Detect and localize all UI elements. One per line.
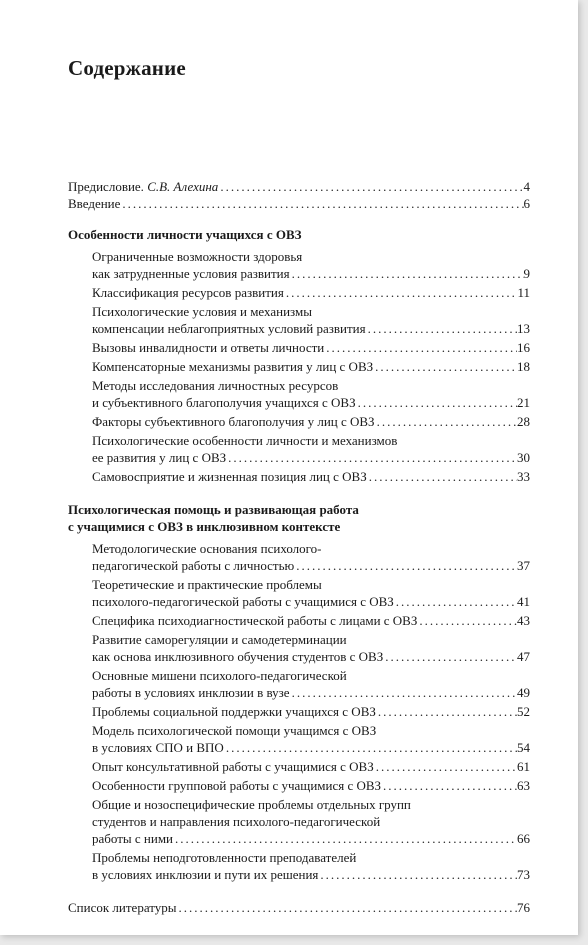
toc-entry-title: Список литературы <box>68 900 177 915</box>
toc-entry-line: Проблемы неподготовленности преподавателей <box>92 850 357 865</box>
toc-entry-title: психолого-педагогической работы с учащимися с ОВЗ <box>92 594 394 609</box>
leader-dots <box>374 758 517 775</box>
page-number: 30 <box>517 450 530 465</box>
page-number: 28 <box>517 414 530 429</box>
leader-dots <box>290 684 517 701</box>
leader-dots <box>290 265 524 282</box>
leader-dots <box>284 284 518 301</box>
toc-entry-line <box>92 612 530 629</box>
page-number: 54 <box>517 740 530 755</box>
toc-entry-line <box>92 703 530 720</box>
leader-dots <box>417 612 517 629</box>
toc-entry-line <box>68 899 530 916</box>
toc-entry[interactable] <box>92 339 530 356</box>
toc-entry-line <box>92 449 530 466</box>
toc-entry[interactable] <box>92 413 530 430</box>
toc-entry-line <box>92 830 530 847</box>
page-number: 73 <box>517 867 530 882</box>
toc-entry-title: Компенсаторные механизмы развития у лиц с ОВЗ <box>92 359 374 374</box>
toc-entry-title: педагогической работы с личностью <box>92 558 295 573</box>
toc-entry-line: Методологические основания психолого- <box>92 541 322 556</box>
leader-dots <box>383 648 517 665</box>
toc-entry-line <box>92 265 530 282</box>
spacer <box>68 885 530 899</box>
page-number: 63 <box>517 778 530 793</box>
toc-entry-title: ее развития у лиц с ОВЗ <box>92 450 227 465</box>
page-number: 16 <box>517 340 530 355</box>
table-of-contents <box>68 178 530 916</box>
toc-entry-line <box>92 394 530 411</box>
toc-entry[interactable] <box>92 377 530 411</box>
toc-entry[interactable] <box>92 612 530 629</box>
toc-entry[interactable] <box>92 284 530 301</box>
toc-entry-line <box>92 777 530 794</box>
toc-entry[interactable] <box>92 796 530 847</box>
leader-dots <box>356 394 517 411</box>
toc-entry-line <box>68 178 530 195</box>
toc-entry-title: Вызовы инвалидности и ответы личности <box>92 340 325 355</box>
toc-entry-title: работы с ними <box>92 831 173 846</box>
toc-entry-line <box>92 758 530 775</box>
toc-entry[interactable] <box>92 631 530 665</box>
leader-dots <box>375 413 517 430</box>
page-number: 66 <box>517 831 530 846</box>
toc-entry-line <box>92 557 530 574</box>
leader-dots <box>366 320 517 337</box>
toc-entry-line <box>92 413 530 430</box>
toc-entry[interactable] <box>68 195 530 212</box>
section-heading-line: с учащимися с ОВЗ в инклюзивном контексте <box>68 519 341 534</box>
toc-entry-title: Специфика психодиагностической работы с лицами с ОВЗ <box>92 613 418 628</box>
toc-entry-title: Факторы субъективного благополучия у лиц с ОВЗ <box>92 414 375 429</box>
toc-entry-title: как основа инклюзивного обучения студентов с ОВЗ <box>92 649 384 664</box>
toc-entry-title <box>68 195 120 212</box>
leader-dots <box>226 449 517 466</box>
toc-entry-title: Особенности групповой работы с учащимися с ОВЗ <box>92 778 382 793</box>
toc-entry-title: Классификация ресурсов развития <box>92 285 284 300</box>
toc-entry-title: Проблемы социальной поддержки учащихся с ОВЗ <box>92 704 376 719</box>
toc-entry-line <box>92 593 530 610</box>
toc-entry[interactable] <box>68 899 530 916</box>
toc-entry-line: Модель психологической помощи учащимся с ОВЗ <box>92 723 377 738</box>
toc-entry-line <box>92 866 530 883</box>
leader-dots <box>394 593 517 610</box>
toc-entry-line: Методы исследования личностных ресурсов <box>92 378 339 393</box>
section-heading-line: Психологическая помощь и развивающая работа <box>68 502 359 517</box>
leader-dots <box>324 339 517 356</box>
spacer <box>68 487 530 495</box>
leader-dots <box>120 195 523 212</box>
section-heading[interactable] <box>68 226 530 243</box>
toc-entry[interactable] <box>68 178 530 195</box>
toc-entry-line <box>92 648 530 665</box>
page-number: 21 <box>517 395 530 410</box>
page-number: 52 <box>517 704 530 719</box>
page-number: 76 <box>517 900 530 915</box>
toc-entry-title: как затрудненные условия развития <box>92 266 290 281</box>
toc-entry[interactable] <box>92 576 530 610</box>
leader-dots <box>367 468 517 485</box>
spacer <box>68 212 530 220</box>
section-heading-line: Особенности личности учащихся с ОВЗ <box>68 227 302 242</box>
toc-entry[interactable] <box>92 358 530 375</box>
section-heading[interactable] <box>68 501 530 535</box>
leader-dots <box>177 899 518 916</box>
page-number: 13 <box>517 321 530 336</box>
toc-entry-line: Психологические особенности личности и механизмов <box>92 433 398 448</box>
leader-dots <box>224 739 517 756</box>
toc-entry-title <box>68 178 218 195</box>
toc-entry[interactable] <box>92 667 530 701</box>
toc-entry[interactable] <box>92 432 530 466</box>
toc-entry-line: Ограниченные возможности здоровья <box>92 249 303 264</box>
page-number: 33 <box>517 469 530 484</box>
leader-dots <box>373 358 517 375</box>
toc-entry-line <box>92 684 530 701</box>
leader-dots <box>218 178 523 195</box>
leader-dots <box>173 830 517 847</box>
page-number: 9 <box>523 266 530 281</box>
toc-entry[interactable] <box>92 849 530 883</box>
page-number: 47 <box>517 649 530 664</box>
toc-entry-title: Самовосприятие и жизненная позиция лиц с ОВЗ <box>92 469 367 484</box>
page-number: 41 <box>517 594 530 609</box>
toc-entry[interactable] <box>92 722 530 756</box>
toc-entry-line <box>92 339 530 356</box>
page-title: Содержание <box>68 56 186 80</box>
entry-author: С.В. Алехина <box>147 179 219 194</box>
leader-dots <box>318 866 517 883</box>
toc-entry-line <box>92 468 530 485</box>
leader-dots <box>294 557 517 574</box>
toc-entry-title: работы в условиях инклюзии в вузе <box>92 685 290 700</box>
toc-entry-title: и субъективного благополучия учащихся с ОВЗ <box>92 395 356 410</box>
toc-entry-line: Основные мишени психолого-педагогической <box>92 668 347 683</box>
toc-entry-line: Психологические условия и механизмы <box>92 304 312 319</box>
toc-entry-title: в условиях инклюзии и пути их решения <box>92 867 319 882</box>
toc-entry-line: студентов и направления психолого-педагогической <box>92 814 381 829</box>
toc-entry-line: Развитие саморегуляции и самодетерминации <box>92 632 347 647</box>
toc-entry-line: Общие и нозоспецифические проблемы отдельных групп <box>92 797 411 812</box>
toc-entry-line <box>92 320 530 337</box>
page-number: 4 <box>523 179 530 194</box>
page-number: 18 <box>517 359 530 374</box>
toc-entry-title: в условиях СПО и ВПО <box>92 740 224 755</box>
toc-entry[interactable] <box>92 540 530 574</box>
page-number: 37 <box>517 558 530 573</box>
page-number: 61 <box>517 759 530 774</box>
toc-entry-line <box>92 284 530 301</box>
toc-entry[interactable] <box>92 758 530 775</box>
page-number: 11 <box>517 285 530 300</box>
toc-entry-title: Опыт консультативной работы с учащимися с ОВЗ <box>92 759 374 774</box>
toc-entry[interactable] <box>92 777 530 794</box>
toc-entry-line <box>92 739 530 756</box>
page-number: 49 <box>517 685 530 700</box>
toc-entry-line: Теоретические и практические проблемы <box>92 577 322 592</box>
leader-dots <box>376 703 517 720</box>
toc-entry-line <box>68 195 530 212</box>
leader-dots <box>381 777 517 794</box>
toc-entry[interactable] <box>92 248 530 282</box>
entry-title-text: Введение <box>68 196 121 211</box>
toc-entry[interactable] <box>92 468 530 485</box>
toc-entry[interactable] <box>92 703 530 720</box>
entry-title-text: Предисловие. <box>68 179 144 194</box>
page-number: 43 <box>517 613 530 628</box>
page-number: 6 <box>523 196 530 211</box>
toc-entry-line <box>92 358 530 375</box>
toc-entry-title: компенсации неблагоприятных условий развития <box>92 321 366 336</box>
toc-entry[interactable] <box>92 303 530 337</box>
